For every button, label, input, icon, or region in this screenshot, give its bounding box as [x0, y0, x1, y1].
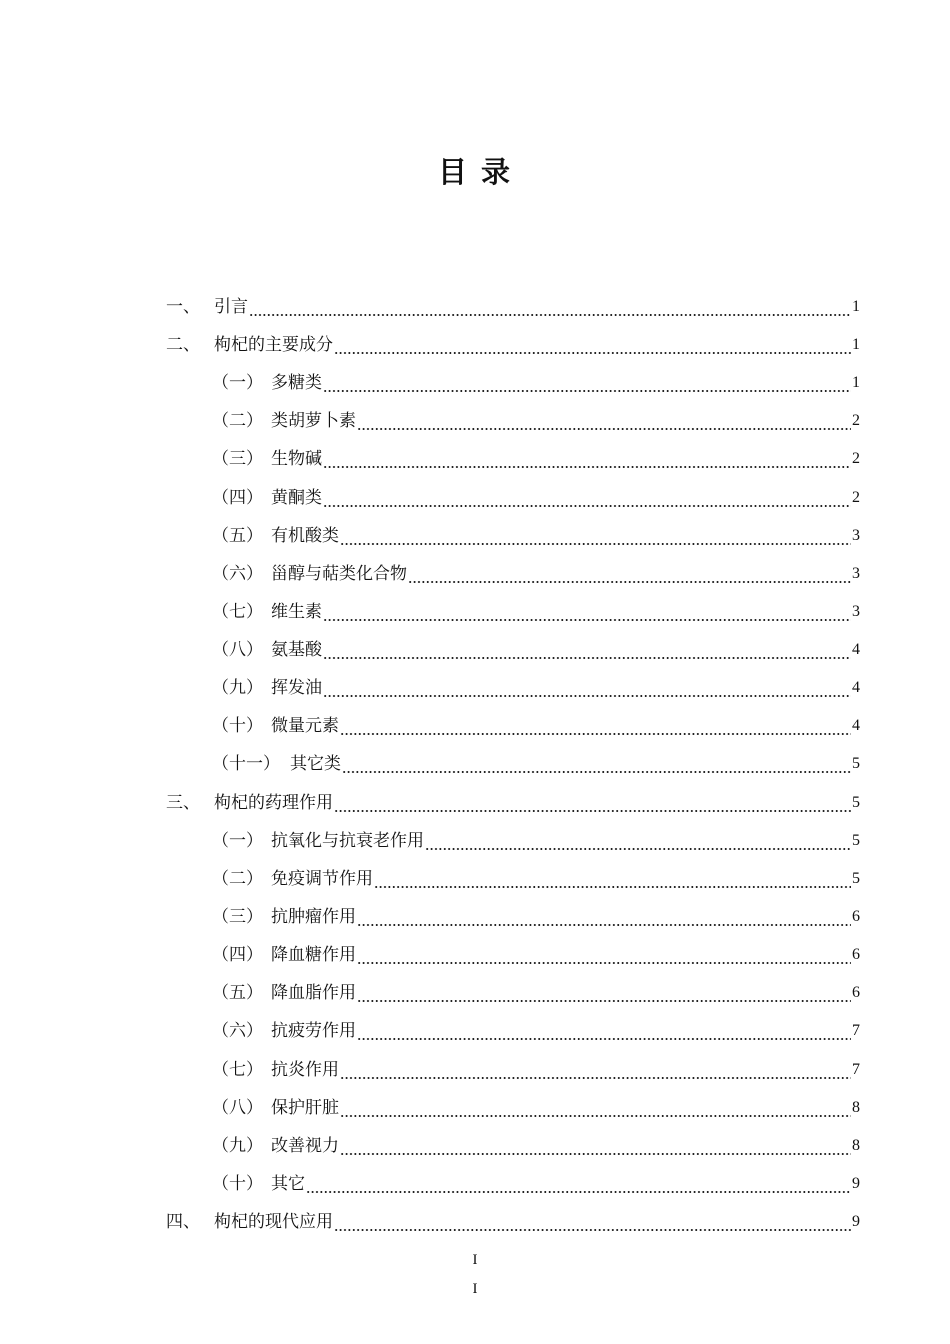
toc-number: 四、: [166, 1212, 200, 1232]
toc-page: 5: [852, 794, 860, 811]
toc-leader: [342, 771, 851, 773]
toc-leader: [306, 1191, 851, 1193]
toc-number: （二）: [212, 869, 263, 889]
toc-page: 3: [852, 565, 860, 582]
toc-entry[interactable]: [212, 746, 860, 782]
toc-leader: [334, 810, 851, 812]
toc-number: 一、: [166, 297, 200, 317]
toc-title: 其它: [271, 1174, 305, 1194]
toc-leader: [357, 924, 851, 926]
toc-page: 3: [852, 527, 860, 544]
toc-page: 1: [852, 336, 860, 353]
toc-title: 降血糖作用: [271, 945, 356, 965]
toc-title: 降血脂作用: [271, 983, 356, 1003]
toc-page: 7: [852, 1061, 860, 1078]
toc-entry[interactable]: [212, 670, 860, 706]
toc-page: 4: [852, 641, 860, 658]
toc-entry[interactable]: [212, 518, 860, 554]
toc-title: 保护肝脏: [271, 1098, 339, 1118]
toc-entry[interactable]: [212, 1013, 860, 1049]
toc-number: （四）: [212, 488, 263, 508]
toc-leader: [357, 1000, 851, 1002]
toc-title: 多糖类: [271, 373, 322, 393]
toc-title: 黄酮类: [271, 488, 322, 508]
toc-number: （七）: [212, 602, 263, 622]
toc-page: 8: [852, 1137, 860, 1154]
toc-title: 抗氧化与抗衰老作用: [271, 831, 424, 851]
toc-leader: [340, 1115, 851, 1117]
toc-leader: [323, 657, 851, 659]
toc-page: 6: [852, 908, 860, 925]
toc-title: 有机酸类: [271, 526, 339, 546]
toc-entry[interactable]: [212, 365, 860, 401]
toc-page: 1: [852, 374, 860, 391]
toc-leader: [323, 695, 851, 697]
toc-title: 抗疲劳作用: [271, 1021, 356, 1041]
toc-number: 二、: [166, 335, 200, 355]
toc-entry[interactable]: [212, 556, 860, 592]
toc-page: 9: [852, 1213, 860, 1230]
toc-entry[interactable]: [212, 937, 860, 973]
toc-leader: [340, 733, 851, 735]
toc-leader: [323, 619, 851, 621]
toc-page: 7: [852, 1022, 860, 1039]
toc-title: 氨基酸: [271, 640, 322, 660]
toc-number: （一）: [212, 373, 263, 393]
toc-number: （六）: [212, 1021, 263, 1041]
toc-leader: [249, 314, 851, 316]
toc-page: 8: [852, 1099, 860, 1116]
page-number-footer-secondary: I: [472, 1281, 478, 1297]
toc-entry[interactable]: [166, 785, 860, 821]
toc-leader: [408, 581, 851, 583]
toc-number: （二）: [212, 411, 263, 431]
toc-leader: [357, 962, 851, 964]
toc-page: 1: [852, 298, 860, 315]
toc-leader: [334, 1229, 851, 1231]
toc-number: （四）: [212, 945, 263, 965]
toc-title: 改善视力: [271, 1136, 339, 1156]
toc-page: 5: [852, 870, 860, 887]
toc-title: 生物碱: [271, 449, 322, 469]
toc-number: （八）: [212, 1098, 263, 1118]
toc-entry[interactable]: [212, 708, 860, 744]
toc-title: 抗肿瘤作用: [271, 907, 356, 927]
toc-entry[interactable]: [212, 1052, 860, 1088]
toc-entry[interactable]: [212, 975, 860, 1011]
toc-number: （五）: [212, 526, 263, 546]
toc-entry[interactable]: [212, 823, 860, 859]
toc-entry[interactable]: [166, 289, 860, 325]
toc-number: （三）: [212, 907, 263, 927]
toc-entry[interactable]: [212, 1166, 860, 1202]
toc-page: 4: [852, 679, 860, 696]
toc-title: 枸杞的药理作用: [214, 793, 333, 813]
toc-number: （九）: [212, 1136, 263, 1156]
toc-title: 维生素: [271, 602, 322, 622]
toc-leader: [323, 466, 851, 468]
page-title: 目 录: [437, 155, 513, 189]
toc-number: （一）: [212, 831, 263, 851]
toc-title: 甾醇与萜类化合物: [271, 564, 407, 584]
toc-entry[interactable]: [212, 861, 860, 897]
toc-leader: [323, 505, 851, 507]
page-number-footer: I: [472, 1252, 478, 1268]
toc-title: 枸杞的现代应用: [214, 1212, 333, 1232]
toc-title: 微量元素: [271, 716, 339, 736]
toc-number: 三、: [166, 793, 200, 813]
toc-number: （七）: [212, 1060, 263, 1080]
toc-leader: [357, 428, 851, 430]
toc-leader: [323, 390, 851, 392]
toc-entry[interactable]: [212, 403, 860, 439]
toc-number: （九）: [212, 678, 263, 698]
toc-entry[interactable]: [166, 327, 860, 363]
toc-entry[interactable]: [212, 632, 860, 668]
toc-entry[interactable]: [166, 1204, 860, 1240]
toc-leader: [340, 543, 851, 545]
toc-number: （六）: [212, 564, 263, 584]
toc-page: 2: [852, 412, 860, 429]
toc-entry[interactable]: [212, 1128, 860, 1164]
toc-leader: [357, 1038, 851, 1040]
toc-title: 免疫调节作用: [271, 869, 373, 889]
toc-page: 4: [852, 717, 860, 734]
toc-number: （十一）: [212, 754, 280, 774]
toc-page: 2: [852, 450, 860, 467]
toc-leader: [340, 1077, 851, 1079]
toc-entry[interactable]: [212, 441, 860, 477]
toc-number: （八）: [212, 640, 263, 660]
toc-page: 5: [852, 832, 860, 849]
toc-leader: [425, 848, 851, 850]
toc-page: 3: [852, 603, 860, 620]
toc-title: 枸杞的主要成分: [214, 335, 333, 355]
toc-leader: [340, 1153, 851, 1155]
toc-entry[interactable]: [212, 1090, 860, 1126]
toc-title: 类胡萝卜素: [271, 411, 356, 431]
toc-leader: [334, 352, 851, 354]
toc-number: （十）: [212, 1174, 263, 1194]
toc-entry[interactable]: [212, 480, 860, 516]
toc-title: 引言: [214, 297, 248, 317]
toc-page: 6: [852, 946, 860, 963]
toc-entry[interactable]: [212, 899, 860, 935]
toc-number: （五）: [212, 983, 263, 1003]
toc-number: （十）: [212, 716, 263, 736]
toc-title: 其它类: [290, 754, 341, 774]
toc-entry[interactable]: [212, 594, 860, 630]
toc-page: 2: [852, 489, 860, 506]
toc-page: 5: [852, 755, 860, 772]
toc-page: 6: [852, 984, 860, 1001]
toc-page: 9: [852, 1175, 860, 1192]
toc-leader: [374, 886, 851, 888]
toc-title: 挥发油: [271, 678, 322, 698]
toc-number: （三）: [212, 449, 263, 469]
toc-title: 抗炎作用: [271, 1060, 339, 1080]
